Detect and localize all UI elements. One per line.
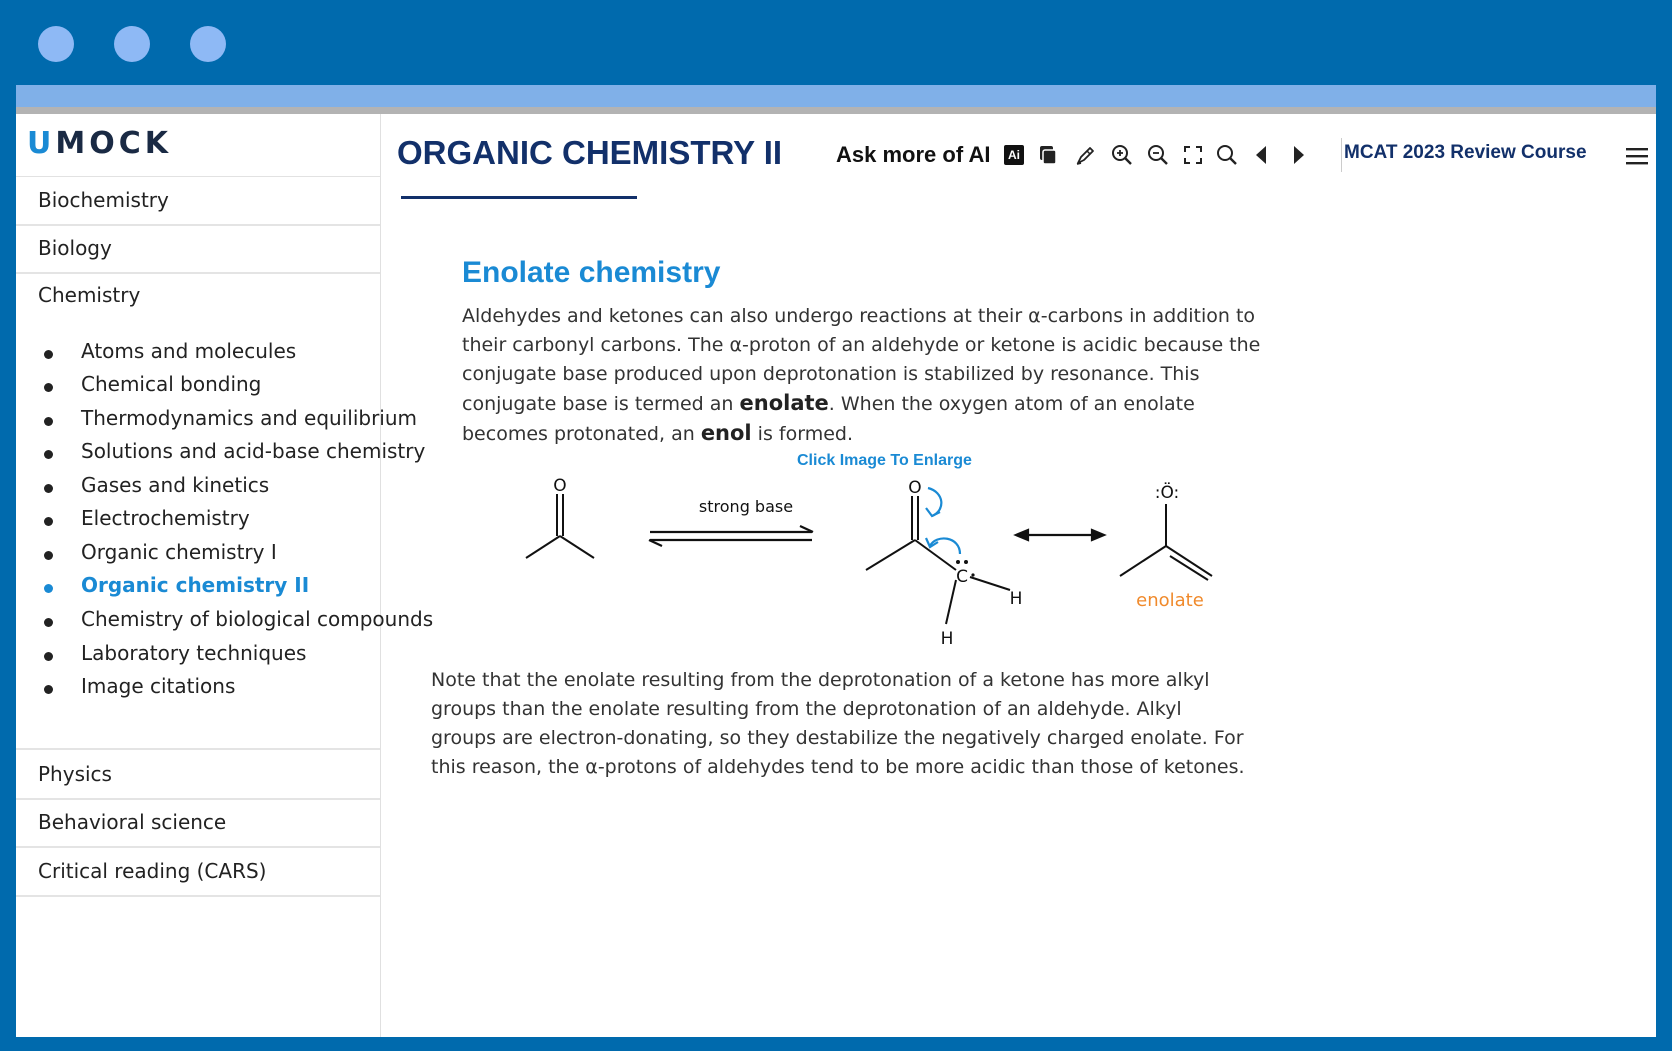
resonance-arrow xyxy=(1016,530,1104,540)
logo-text: MOCK xyxy=(55,126,172,161)
paragraph-text: is formed. xyxy=(751,423,853,445)
previous-icon[interactable] xyxy=(1250,143,1274,167)
bullet-icon xyxy=(44,584,53,593)
bullet-icon xyxy=(44,383,53,392)
reagent-label: strong base xyxy=(698,497,794,516)
subtopic-label: Solutions and acid-base chemistry xyxy=(81,439,426,463)
enolate-label: enolate xyxy=(1136,590,1204,611)
atom-label: O xyxy=(908,478,922,498)
sidebar-item-label: Physics xyxy=(38,762,112,786)
bullet-icon xyxy=(44,450,53,459)
acetone-structure xyxy=(526,494,594,558)
sidebar-item-label: Chemistry xyxy=(38,283,141,307)
paragraph-text: Aldehydes and ketones can also undergo reactions at their α-carbons in addition to their carbonyl carbons. The α-proton of an aldehyde or ketone is acidic because the conjugate base produced upon deprotonation is stabilized by resonance. This conjugate base is termed an xyxy=(462,305,1261,415)
page-title: ORGANIC CHEMISTRY II xyxy=(397,134,783,171)
search-icon[interactable] xyxy=(1215,143,1239,167)
copy-icon[interactable] xyxy=(1036,143,1060,167)
title-underline xyxy=(401,196,637,199)
paragraph-text: . When the oxygen atom of an enolate becomes protonated, an xyxy=(462,393,1195,445)
bullet-icon xyxy=(44,484,53,493)
window-control-dot[interactable] xyxy=(38,26,74,62)
sidebar-item-chemistry[interactable] xyxy=(16,271,380,319)
ask-ai-button[interactable]: Ask more of AI xyxy=(836,142,991,167)
subtopic-label: Chemistry of biological compounds xyxy=(81,607,434,631)
subtopic-label: Chemical bonding xyxy=(81,372,262,396)
sidebar-item-critical-reading[interactable] xyxy=(16,847,380,897)
sidebar-item-behavioral-science[interactable] xyxy=(16,798,380,848)
enolate-oxygen-label: :Ö: xyxy=(1154,483,1180,503)
sidebar-item-label: Biochemistry xyxy=(38,188,169,212)
bullet-icon xyxy=(44,652,53,661)
sidebar-item-label: Biology xyxy=(38,236,112,260)
bullet-icon xyxy=(44,350,53,359)
bullet-icon xyxy=(44,517,53,526)
logo-mark: U xyxy=(27,126,56,161)
enolate-reaction-diagram[interactable] xyxy=(516,474,1256,654)
sidebar-item-biology[interactable] xyxy=(16,224,380,274)
zoom-out-icon[interactable] xyxy=(1146,143,1170,167)
note-paragraph: Note that the enolate resulting from the deprotonation of a ketone has more alkyl groups than the enolate resulting from the deprotonation of an aldehyde. Alkyl groups are electron-donating, so they destabilize the negatively charged enolate. For this reason, the α-protons of aldehydes tend to be more acidic than those of ketones. xyxy=(431,669,1245,778)
subtopic-label: Thermodynamics and equilibrium xyxy=(81,406,418,430)
sidebar-item-physics[interactable] xyxy=(16,748,380,800)
atom-label: H xyxy=(1009,589,1023,609)
term-enolate: enolate xyxy=(739,391,829,415)
ai-badge-icon[interactable]: Ai xyxy=(1004,145,1024,165)
app-window xyxy=(16,114,1656,1037)
logo[interactable] xyxy=(27,126,172,161)
carbanion-structure xyxy=(866,496,1010,624)
sidebar xyxy=(16,114,434,1037)
zoom-in-icon[interactable] xyxy=(1110,143,1134,167)
course-title[interactable]: MCAT 2023 Review Course xyxy=(1344,142,1587,163)
atom-label: C xyxy=(956,567,968,587)
highlighter-icon[interactable] xyxy=(1074,143,1098,167)
subtopic-label: Organic chemistry I xyxy=(81,540,277,564)
window-control-dot[interactable] xyxy=(190,26,226,62)
equilibrium-arrows xyxy=(649,526,813,546)
curved-arrows xyxy=(926,488,960,554)
fullscreen-icon[interactable] xyxy=(1181,143,1205,167)
subtopic-label: Image citations xyxy=(81,674,236,698)
subtopic-label: Laboratory techniques xyxy=(81,641,307,665)
bullet-icon xyxy=(44,618,53,627)
section-heading: Enolate chemistry xyxy=(462,256,721,289)
enlarge-image-link[interactable]: Click Image To Enlarge xyxy=(797,452,972,469)
hamburger-menu-icon[interactable] xyxy=(1626,146,1648,166)
bullet-icon xyxy=(44,685,53,694)
subtopic-label: Organic chemistry II xyxy=(81,573,310,597)
top-divider-bar xyxy=(16,107,1656,114)
bullet-icon xyxy=(44,417,53,426)
term-enol: enol xyxy=(700,421,752,445)
sidebar-item-label: Critical reading (CARS) xyxy=(38,859,267,883)
bullet-icon xyxy=(44,551,53,560)
sidebar-item-biochemistry[interactable] xyxy=(16,176,380,226)
sidebar-item-label: Behavioral science xyxy=(38,810,227,834)
enolate-structure xyxy=(1120,504,1212,580)
next-icon[interactable] xyxy=(1286,143,1310,167)
window-control-dot[interactable] xyxy=(114,26,150,62)
subtopic-label: Electrochemistry xyxy=(81,506,250,530)
top-accent-bar xyxy=(16,85,1656,107)
intro-paragraph xyxy=(462,302,1282,449)
subtopic-label: Gases and kinetics xyxy=(81,473,270,497)
toolbar-divider xyxy=(1341,138,1342,172)
subtopic-label: Atoms and molecules xyxy=(81,339,297,363)
atom-label: H xyxy=(940,629,954,649)
atom-label: O xyxy=(553,476,567,496)
